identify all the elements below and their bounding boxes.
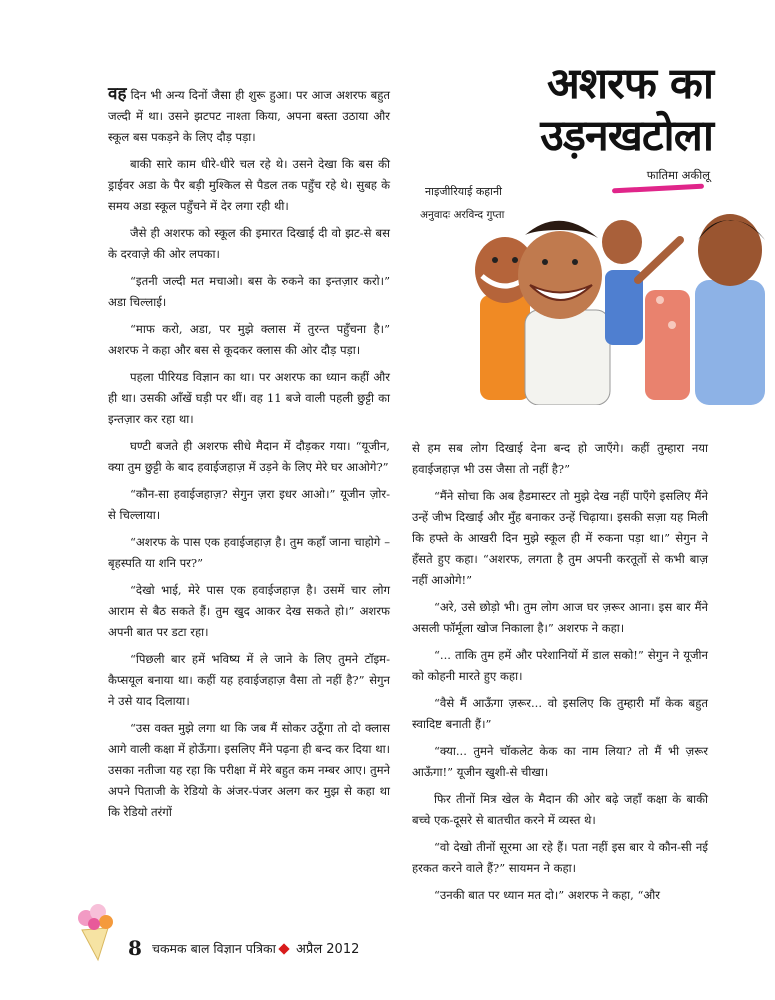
flower-bouquet-icon bbox=[72, 900, 118, 962]
left-column bbox=[108, 84, 390, 829]
dropcap: वह bbox=[108, 84, 127, 104]
paragraph: “अशरफ के पास एक हवाईजहाज़ है। तुम कहाँ जाना चाहोगे – बृहस्पति या शनि पर?” bbox=[108, 535, 390, 570]
opening-text: दिन भी अन्य दिनों जैसा ही शुरू हुआ। पर आज अशरफ बहुत जल्दी में था। उसने झटपट नाश्ता किया, अपना बस्ता उठाया और स्कूल बस पकड़ने के लिए दौड़ पड़ा। bbox=[108, 88, 390, 144]
paragraph: “मैंने सोचा कि अब हैडमास्टर तो मुझे देख नहीं पाएँगे इसलिए मैंने उन्हें जीभ दिखाई और मुँह बनाकर उन्हें चिढ़ाया। इसकी सज़ा यह मिली कि हफ्ते के आखरी दिन मुझे स्कूल ही में रुकना पड़ा था।” सेगुन ने हँसते हुए कहा। “अशरफ, लगता है तुम अपनी करतूतों से कभी बाज़ नहीं आओगे!” bbox=[412, 489, 708, 587]
paragraph: बाकी सारे काम धीरे-धीरे चल रहे थे। उसने देखा कि बस की ड्राईवर अडा के पैर बड़ी मुश्किल से पैडल तक पहुँच रहे थे। सुबह के समय अडा स्कूल पहुँचने में देर लगा रही थी। bbox=[108, 157, 390, 213]
paragraph: “पिछली बार हमें भविष्य में ले जाने के लिए तुमने टॉइम-कैप्सयूल बनाया था। कहीं यह हवाईजहाज़ वैसा तो नहीं है?” सेगुन ने उसे याद दिलाया। bbox=[108, 652, 390, 708]
story-title bbox=[498, 58, 713, 162]
author-name: फातिमा अकीलू bbox=[646, 168, 710, 182]
story-genre: नाइजीरियाई कहानी bbox=[425, 185, 502, 198]
paragraph-opening bbox=[108, 84, 390, 148]
paragraph: जैसे ही अशरफ को स्कूल की इमारत दिखाई दी वो झट-से बस के दरवाज़े की ओर लपका। bbox=[108, 226, 390, 261]
paragraph: “इतनी जल्दी मत मचाओ। बस के रुकने का इन्तज़ार करो।” अडा चिल्लाई। bbox=[108, 274, 390, 309]
paragraph: पहला पीरियड विज्ञान का था। पर अशरफ का ध्यान कहीं और ही था। उसकी आँखें घड़ी पर थीं। वह 11 बजे वाली पहली छुट्टी का इन्तज़ार कर रहा था। bbox=[108, 370, 390, 426]
paragraph: “वो देखो तीनों सूरमा आ रहे हैं। पता नहीं इस बार ये कौन-सी नई हरकत करने वाले हैं?” सायमन ने कहा। bbox=[412, 840, 708, 875]
diamond-separator-icon bbox=[278, 943, 289, 954]
paragraph: घण्टी बजते ही अशरफ सीधे मैदान में दौड़कर गया। “यूजीन, क्या तुम छुट्टी के बाद हवाईजहाज़ में उड़ने के लिए मेरे घर आओगे?” bbox=[108, 439, 390, 474]
paragraph: “क्या... तुमने चॉकलेट केक का नाम लिया? तो मैं भी ज़रूर आऊँगा!” यूजीन खुशी-से चीखा। bbox=[412, 744, 708, 779]
page-footer bbox=[72, 900, 392, 970]
children-illustration bbox=[410, 200, 772, 405]
paragraph: “उस वक्त मुझे लगा था कि जब मैं सोकर उठूँगा तो दो क्लास आगे वाली कक्षा में होऊँगा। इसलिए मैंने पढ़ना ही बन्द कर दिया था। उसका नतीजा यह रहा कि परीक्षा में मेरे बहुत कम नम्बर आए। तुमने अपने पिताजी के रेडियो के अंजर-पंजर अलग कर मुझ से कहा था कि रेडियो तरंगों bbox=[108, 721, 390, 819]
paragraph: “उनकी बात पर ध्यान मत दो।” अशरफ ने कहा, “और bbox=[434, 888, 661, 902]
child-pointing bbox=[602, 220, 690, 400]
child-center bbox=[518, 221, 610, 405]
paragraph: “... ताकि तुम हमें और परेशानियों में डाल सको!” सेगुन ने यूजीन को कोहनी मारते हुए कहा। bbox=[412, 648, 708, 683]
story-title-line-2: उड़नखटोला bbox=[540, 111, 713, 161]
paragraph: फिर तीनों मित्र खेल के मैदान की ओर बढ़े जहाँ कक्षा के बाकी बच्चे एक-दूसरे से बातचीत करने में व्यस्त थे। bbox=[412, 792, 708, 827]
paragraph: “देखो भाई, मेरे पास एक हवाईजहाज़ है। उसमें चार लोग आराम से बैठ सकते हैं। तुम खुद आकर देख सकते हो।” अशरफ अपनी बात पर डटा रहा। bbox=[108, 583, 390, 639]
page-number: 8 bbox=[128, 936, 142, 960]
magazine-name: चकमक बाल विज्ञान पत्रिका bbox=[152, 941, 276, 956]
paragraph-continuation: से हम सब लोग दिखाई देना बन्द हो जाएँगे। कहीं तुम्हारा नया हवाईजहाज़ भी उस जैसा तो नहीं है?” bbox=[412, 441, 708, 476]
right-column bbox=[412, 438, 708, 912]
story-title-line-1: अशरफ का bbox=[547, 59, 713, 109]
paragraph: “अरे, उसे छोड़ो भी। तुम लोग आज घर ज़रूर आना। इस बार मैंने असली फॉर्मूला खोज निकाला है।” अशरफ ने कहा। bbox=[412, 600, 708, 635]
paragraph: “वैसे मैं आऊँगा ज़रूर... वो इसलिए कि तुम्हारी माँ केक बहुत स्वादिष्ट बनाती हैं।” bbox=[412, 696, 708, 731]
paragraph: “कौन-सा हवाईजहाज़? सेगुन ज़रा इधर आओ।” यूजीन ज़ोर-से चिल्लाया। bbox=[108, 487, 390, 522]
child-right bbox=[695, 214, 765, 405]
paragraph: “माफ करो, अडा, पर मुझे क्लास में तुरन्त पहुँचना है।” अशरफ ने कहा और बस से कूदकर क्लास की ओर दौड़ पड़ा। bbox=[108, 322, 390, 357]
issue-date: अप्रैल 2012 bbox=[296, 942, 360, 957]
translator-credit: अनुवादः अरविन्द गुप्ता bbox=[420, 209, 505, 221]
author-underline bbox=[612, 184, 704, 194]
